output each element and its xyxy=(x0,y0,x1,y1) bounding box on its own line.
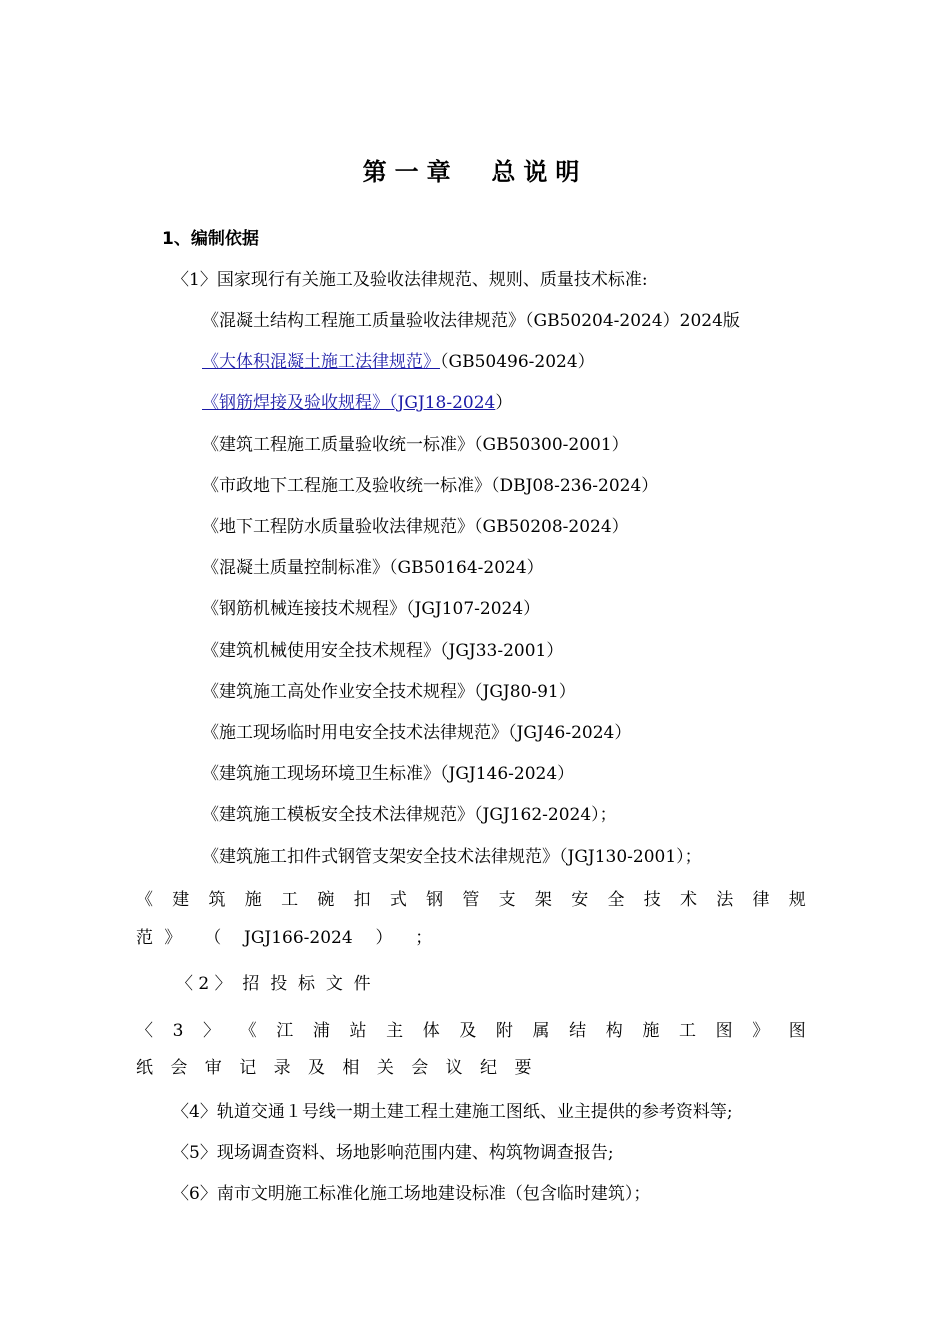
char: 图 xyxy=(715,1021,733,1041)
wan-standard-line-2: 范 》 （ JGJ166-2024 ） ； xyxy=(136,928,433,948)
char: 全 xyxy=(607,890,625,910)
standard-text: 《建筑施工模板安全技术法律规范》（JGJ162-2024）； xyxy=(202,805,617,826)
char: 筑 xyxy=(208,890,226,910)
item-3-line-1 xyxy=(136,1020,806,1042)
char: 式 xyxy=(389,890,407,910)
standard-item xyxy=(202,598,540,620)
standard-text: 《市政地下工程施工及验收统一标准》（DBJ08-236-2024） xyxy=(202,475,659,496)
standard-text: 《建筑施工扣件式钢管支架安全技术法律规范》（JGJ130-2001）； xyxy=(202,846,702,867)
char: 图 xyxy=(788,1021,806,1041)
char: 律 xyxy=(752,890,770,910)
char: 钢 xyxy=(426,890,444,910)
standard-text: 《建筑工程施工质量验收统一标准》（GB50300-2001） xyxy=(202,434,629,455)
char: 技 xyxy=(643,890,661,910)
standard-link[interactable]: 《大体积混凝土施工法律规范》 xyxy=(202,352,440,373)
char: 术 xyxy=(679,890,697,910)
standard-item xyxy=(202,434,629,456)
chapter-title: 第一章 总说明 xyxy=(362,158,588,186)
char: 主 xyxy=(386,1021,404,1041)
char: 碗 xyxy=(317,890,335,910)
char: 附 xyxy=(495,1021,513,1041)
char: 工 xyxy=(678,1021,696,1041)
standard-text: 《混凝土结构工程施工质量验收法律规范》（GB50204-2024）2024版 xyxy=(202,311,740,331)
char: 架 xyxy=(534,890,552,910)
char: 施 xyxy=(244,890,262,910)
char: 安 xyxy=(571,890,589,910)
char: 支 xyxy=(498,890,516,910)
standard-text: 《建筑施工高处作业安全技术规程》（JGJ80-91） xyxy=(202,681,576,702)
char: 》 xyxy=(752,1021,770,1041)
item-5: 〈5〉现场调查资料、场地影响范围内建、构筑物调查报告; xyxy=(172,1143,614,1163)
standard-text: 《钢筋机械连接技术规程》（JGJ107-2024） xyxy=(202,599,541,620)
char: 建 xyxy=(172,890,190,910)
item-2: 〈 2 〉 招 投 标 文 件 xyxy=(176,974,371,994)
char: 江 xyxy=(276,1021,294,1041)
item-1: 〈1〉国家现行有关施工及验收法律规范、规则、质量技术标准: xyxy=(172,270,648,290)
standard-item xyxy=(202,763,574,785)
standard-item xyxy=(202,475,658,497)
char: 法 xyxy=(716,890,734,910)
item-4: 〈4〉轨道交通１号线一期土建工程土建施工图纸、业主提供的参考资料等; xyxy=(172,1102,733,1122)
standard-item xyxy=(202,516,629,538)
standard-item xyxy=(202,557,544,579)
standard-text: 《建筑机械使用安全技术规程》（JGJ33-2001） xyxy=(202,640,564,661)
standard-item xyxy=(202,722,631,744)
standard-text: ） xyxy=(495,393,513,414)
char: 浦 xyxy=(312,1021,330,1041)
standard-item xyxy=(202,681,576,703)
char: 《 xyxy=(136,890,153,910)
char: 体 xyxy=(422,1021,440,1041)
standard-text: 《建筑施工现场环境卫生标准》（JGJ146-2024） xyxy=(202,764,575,785)
standard-item xyxy=(202,804,617,826)
char: 《 xyxy=(239,1021,257,1041)
item-3-line-2: 纸 会 审 记 录 及 相 关 会 议 纪 要 xyxy=(136,1058,538,1078)
standard-item xyxy=(202,640,563,662)
char: 站 xyxy=(349,1021,367,1041)
standard-link[interactable]: 《钢筋焊接及验收规程》（JGJ18-2024 xyxy=(202,393,496,414)
standard-item[interactable] xyxy=(202,351,595,373)
char: 〉 xyxy=(203,1021,221,1041)
char: 管 xyxy=(462,890,480,910)
standard-text: （GB50496-2024） xyxy=(440,352,595,373)
char: 规 xyxy=(788,890,806,910)
char: 3 xyxy=(172,1021,184,1041)
char: 属 xyxy=(532,1021,550,1041)
section-heading: 1、编制依据 xyxy=(162,229,259,249)
char: 扣 xyxy=(353,890,371,910)
char: 施 xyxy=(642,1021,660,1041)
char: 工 xyxy=(281,890,299,910)
standard-text: 《地下工程防水质量验收法律规范》（GB50208-2024） xyxy=(202,517,629,537)
char: 构 xyxy=(605,1021,623,1041)
char: 及 xyxy=(459,1021,477,1041)
standard-item[interactable] xyxy=(202,392,512,414)
standard-text: 《混凝土质量控制标准》（GB50164-2024） xyxy=(202,558,544,579)
char: 结 xyxy=(569,1021,587,1041)
wan-standard-line-1 xyxy=(136,889,806,911)
standard-item xyxy=(202,310,740,332)
standard-item xyxy=(202,846,702,868)
char: 〈 xyxy=(136,1021,153,1041)
item-6: 〈6〉南市文明施工标准化施工场地建设标准（包含临时建筑）； xyxy=(172,1184,651,1204)
standard-text: 《施工现场临时用电安全技术法律规范》（JGJ46-2024） xyxy=(202,723,632,743)
